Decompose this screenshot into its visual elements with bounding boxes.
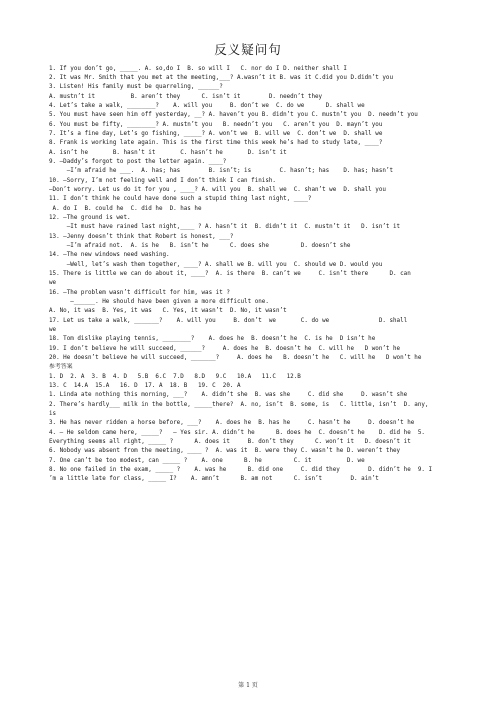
text-line: 19. I don’t believe he will succeed, ______? A. does he B. doesn’t he C. will he D won’t he xyxy=(49,346,401,352)
text-line: A. do I B. could he C. did he D. has he xyxy=(49,206,202,212)
text-line: —I’m afraid he ___. A. has; has B. isn’t; is C. hasn’t; has D. has; hasn’t xyxy=(49,168,394,174)
text-line: 16. —The problem wasn’t difficult for him, was it ? xyxy=(49,290,230,296)
text-line: 7. It’s a fine day, Let’s go fishing, _____? A. won’t we B. will we C. don’t we D. shall we xyxy=(49,131,383,137)
text-line: 11. I don’t think he could have done such a stupid thing last night, ____? xyxy=(49,196,312,202)
text-line: 15. There is little we can do about it, ____? A. is there B. can’t we C. isn’t there D. can xyxy=(49,271,411,277)
text-line: —It must have rained last night,____ ? A. hasn’t it B. didn’t it C. mustn’t it D. isn’t it xyxy=(49,224,401,230)
text-line: 3. Listen! His family must be quarreling, ______? xyxy=(49,84,223,90)
text-line: —Don’t worry. Let us do it for you , ____? A. will you B. shall we C. shan’t we D. shall you xyxy=(49,187,386,193)
text-line: 10. —Sorry, I’m not feeling well and I don’t think I can finish. xyxy=(49,178,276,184)
text-line: is xyxy=(49,411,57,417)
text-line: 7. One can’t be too modest, can _____ ? A. one B. he C. it D. we xyxy=(49,458,365,464)
text-line: A. mustn’t it B. aren’t they C. isn’t it D. needn’t they xyxy=(49,94,323,100)
text-line: —Well, let’s wash them together, ____? A. shall we B. will you C. should we D. would you xyxy=(49,262,383,268)
text-line: 18. Tom dislike playing tennis, ________? A. does he B. doesn’t he C. is he D isn’t he xyxy=(49,336,376,342)
text-line: 13. —Jenny doesn’t think that Robert is honest, ___? xyxy=(49,234,234,240)
text-line: 9. —Daddy’s forgot to post the letter again. ____? xyxy=(49,159,227,165)
text-line: 20. He doesn’t believe he will succeed, _______? A. does he B. doesn’t he C. will he D won’t he xyxy=(49,355,422,361)
answer-line: 1. D 2. A 3. B 4. D 5.B 6.C 7.D 8.D 9.C 10.A 11.C 12.B xyxy=(49,374,301,380)
text-line: 2. There’s hardly___ milk in the bottle, _____there? A. no, isn’t B. some, is C. little, isn’t D. any, xyxy=(49,402,429,408)
text-line: A. isn’t he B. hasn’t it C. hasn’t he D. isn’t it xyxy=(49,150,287,156)
text-line: we xyxy=(49,327,57,333)
text-line: 14. —The new windows need washing. xyxy=(49,252,170,258)
page-number: 第 1 页 xyxy=(238,682,258,689)
text-line: A. No, it was B. Yes, it was C. Yes, it wasn’t D. No, it wasn’t xyxy=(49,308,287,314)
text-line: —I’m afraid not. A. is he B. isn’t he C. does she D. doesn’t she xyxy=(49,243,351,249)
text-line: —______. He should have been given a more difficult one. xyxy=(49,299,269,305)
text-line: Everything seems all right, _____ ? A. does it B. don’t they C. won’t it D. doesn’t it xyxy=(49,439,411,445)
page-title: 反义疑问句 xyxy=(214,42,282,57)
text-line: 17. Let us take a walk, _______? A. will you B. don’t we C. do we D. shall xyxy=(49,318,408,324)
text-line: 4. Let’s take a walk, ________? A. will you B. don’t we C. do we D. shall we xyxy=(49,103,365,109)
answer-line: 13. C 14.A 15.A 16. D 17. A 18. B 19. C 20. A xyxy=(49,383,241,389)
text-line: 6. Nobody was absent from the meeting, ____ ? A. was it B. were they C. wasn’t he D. weren’t they xyxy=(49,448,401,454)
text-line: 3. He has never ridden a horse before, ___? A. does he B. has he C. hasn’t he D. doesn’t he xyxy=(49,420,415,426)
text-line: we xyxy=(49,280,57,286)
text-line: 8. No one failed in the exam, _____ ? A. was he B. did one C. did they D. didn’t he 9. I xyxy=(49,467,433,473)
text-line: 8. Frank is working late again. This is the first time this week he’s had to study late, ____? xyxy=(49,140,383,146)
text-line: 2. It was Mr. Smith that you met at the meeting,___? A.wasn’t it B. was it C.did you D.didn’t you xyxy=(49,75,394,81)
text-line: 1. If you don’t go, _____. A. so,do I B. so will I C. nor do I D. neither shall I xyxy=(49,66,347,72)
text-line: 6. You must be fifty, ________? A. mustn’t you B. needn’t you C. aren’t you D. mayn’t you xyxy=(49,122,383,128)
answer-key-heading: 参考答案 xyxy=(49,364,73,370)
text-line: 12. —The ground is wet. xyxy=(49,215,131,221)
text-line: 1. Linda ate nothing this morning, ___? A. didn’t she B. was she C. did she D. wasn’t she xyxy=(49,392,408,398)
text-line: 5. You must have seen him off yesterday, __? A. haven’t you B. didn’t you C. mustn’t you D. needn’t you xyxy=(49,112,418,118)
text-line: 4. — He seldom came here, _____? — Yes sir. A. didn’t he B. does he C. doesn’t he D. did he 5. xyxy=(49,430,425,436)
text-line: ’m a little late for class, _____ I? A. amn’t B. am not C. isn’t D. ain’t xyxy=(49,476,379,482)
